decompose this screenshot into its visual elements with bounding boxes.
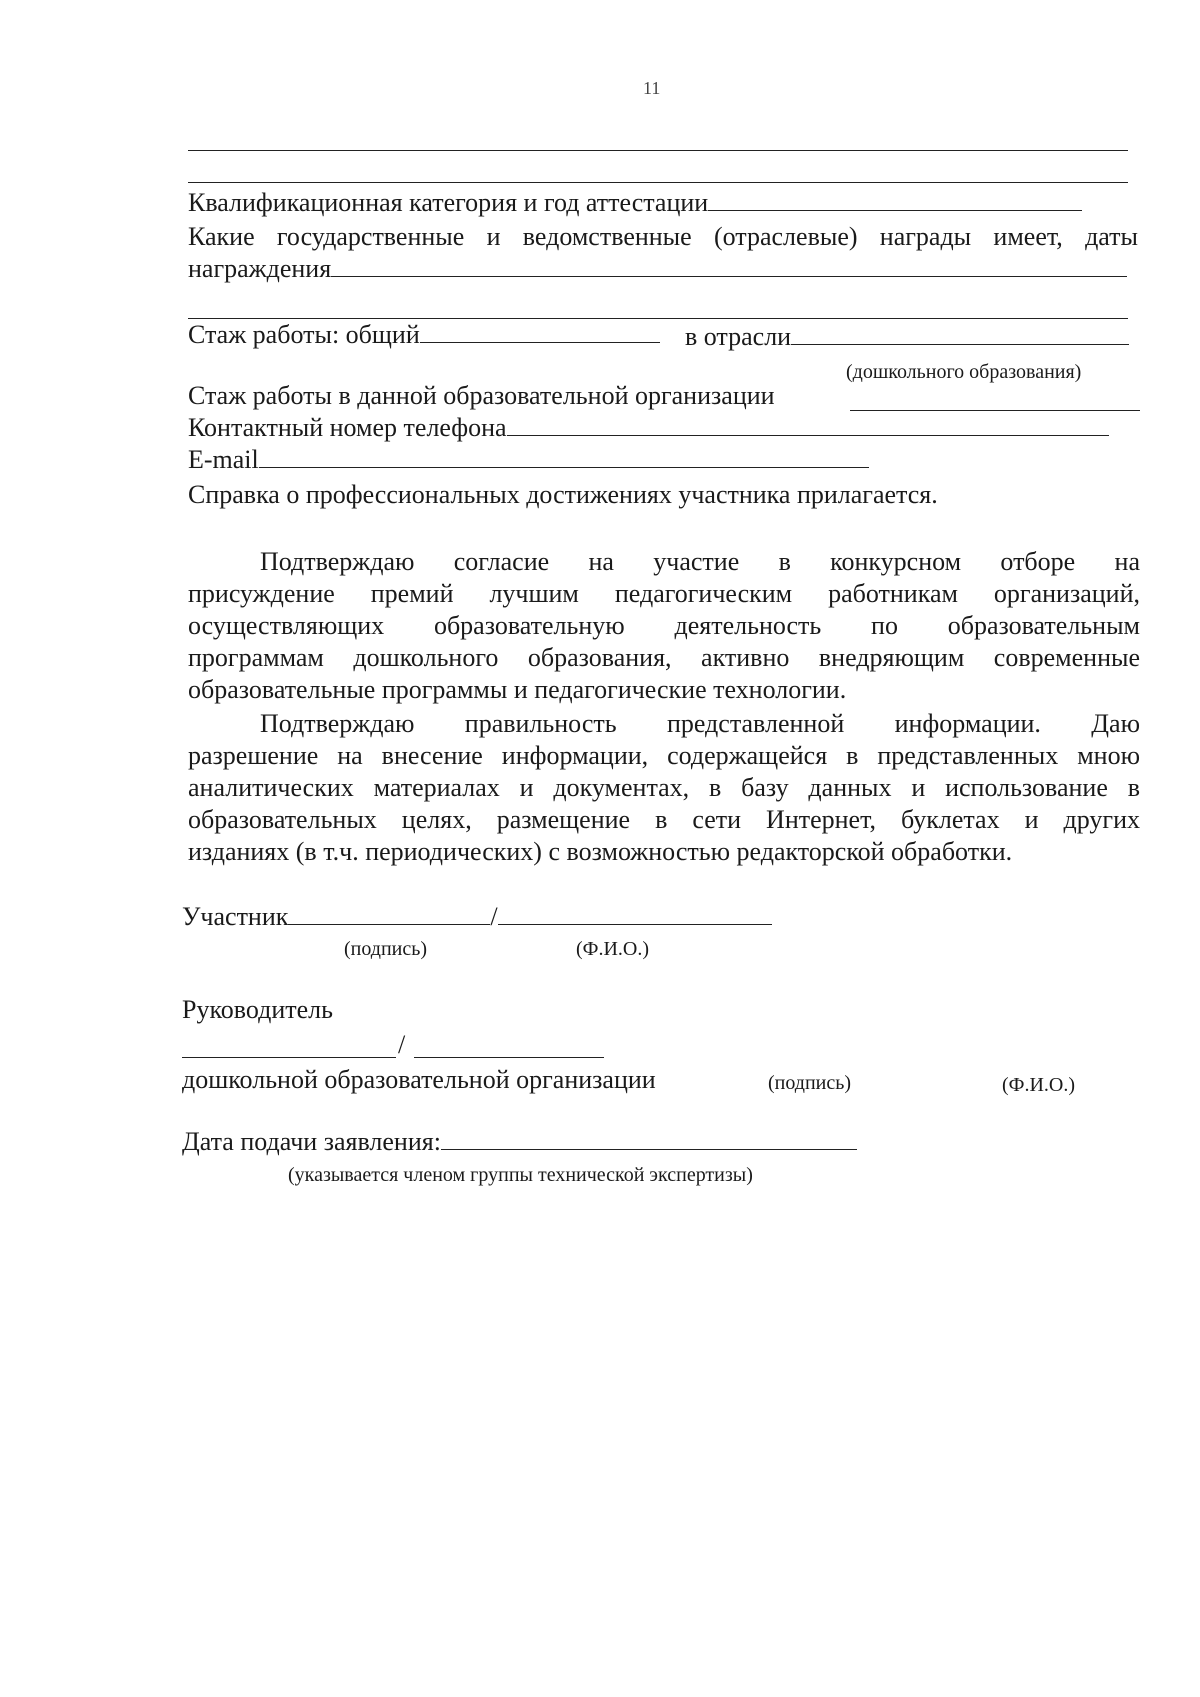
head-signature-blank[interactable] [182,1057,396,1058]
participant-separator: / [490,902,498,931]
attachment-line [188,480,938,510]
awards-question [188,221,1138,253]
date-label: Дата подачи заявления: [182,1127,441,1156]
qualification-label: Квалификационная категория и год аттестации [188,188,709,217]
head-label-line [182,995,333,1025]
experience-industry-label: в отрасли [685,322,792,351]
paragraph-line: Подтверждаю согласие на участие в конкурсном отборе на [260,547,1140,576]
paragraph-line: аналитических материалах и документах, в базу данных и использование в [188,773,1140,802]
paragraph-line: Подтверждаю правильность представленной информации. Даю [260,709,1140,738]
awards-label: награждения [188,254,332,283]
head-label: Руководитель [182,995,333,1024]
paragraph-line: изданиях (в т.ч. периодических) с возможностью редакторской обработки. [188,837,1013,866]
confirm-paragraph [188,708,1140,868]
participant-label: Участник [182,902,289,931]
blank-line [188,318,1128,319]
head-fio-blank[interactable] [414,1057,604,1058]
paragraph-line: осуществляющих образовательную деятельность по образовательным [188,611,1140,640]
phone-label: Контактный номер телефона [188,413,507,442]
head-fio-caption: (Ф.И.О.) [1002,1074,1076,1096]
experience-org-blank[interactable] [850,410,1140,411]
head-org: дошкольной образовательной организации [182,1065,656,1094]
page-number: 11 [643,78,661,98]
experience-org-label: Стаж работы в данной образовательной организации [188,381,775,410]
participant-line [182,902,772,932]
participant-fio-caption: (Ф.И.О.) [576,938,650,960]
participant-signature-blank[interactable] [288,902,490,925]
blank-line [188,150,1128,151]
paragraph-line: программам дошкольного образования, активно внедряющим современные [188,643,1140,672]
experience-org-line [188,381,775,411]
head-signature-caption: (подпись) [768,1072,852,1094]
awards-blank[interactable] [331,254,1127,277]
email-blank[interactable] [259,445,869,468]
experience-general-blank[interactable] [420,320,660,343]
attachment-text: Справка о профессиональных достижениях участника прилагается. [188,480,938,509]
experience-industry-blank[interactable] [791,322,1129,345]
blank-line [188,182,1128,183]
qualification-line [188,188,1082,218]
awards-line: Какие государственные и ведомственные (отраслевые) награды имеет, даты [188,222,1138,251]
experience-industry-line [685,322,1129,352]
head-org-line [182,1065,656,1095]
email-line [188,445,869,475]
participant-fio-blank[interactable] [498,902,772,925]
date-line [182,1127,857,1157]
paragraph-line: образовательных целях, размещение в сети Интернет, буклетах и других [188,805,1140,834]
qualification-blank[interactable] [708,188,1082,211]
paragraph-line: разрешение на внесение информации, содержащейся в представленных мною [188,741,1140,770]
email-label: E-mail [188,445,259,474]
paragraph-line: присуждение премий лучшим педагогическим работникам организаций, [188,579,1140,608]
awards-line2 [188,254,1127,284]
experience-line [188,320,660,350]
date-note: (указывается членом группы технической экспертизы) [288,1164,753,1186]
experience-general-label: Стаж работы: общий [188,320,420,349]
head-separator: / [398,1030,406,1059]
phone-blank[interactable] [507,413,1109,436]
date-blank[interactable] [441,1127,857,1150]
experience-industry-note: (дошкольного образования) [846,361,1082,383]
paragraph-line: образовательные программы и педагогические технологии. [188,675,847,704]
participant-signature-caption: (подпись) [344,938,428,960]
consent-paragraph [188,546,1140,706]
phone-line [188,413,1109,443]
